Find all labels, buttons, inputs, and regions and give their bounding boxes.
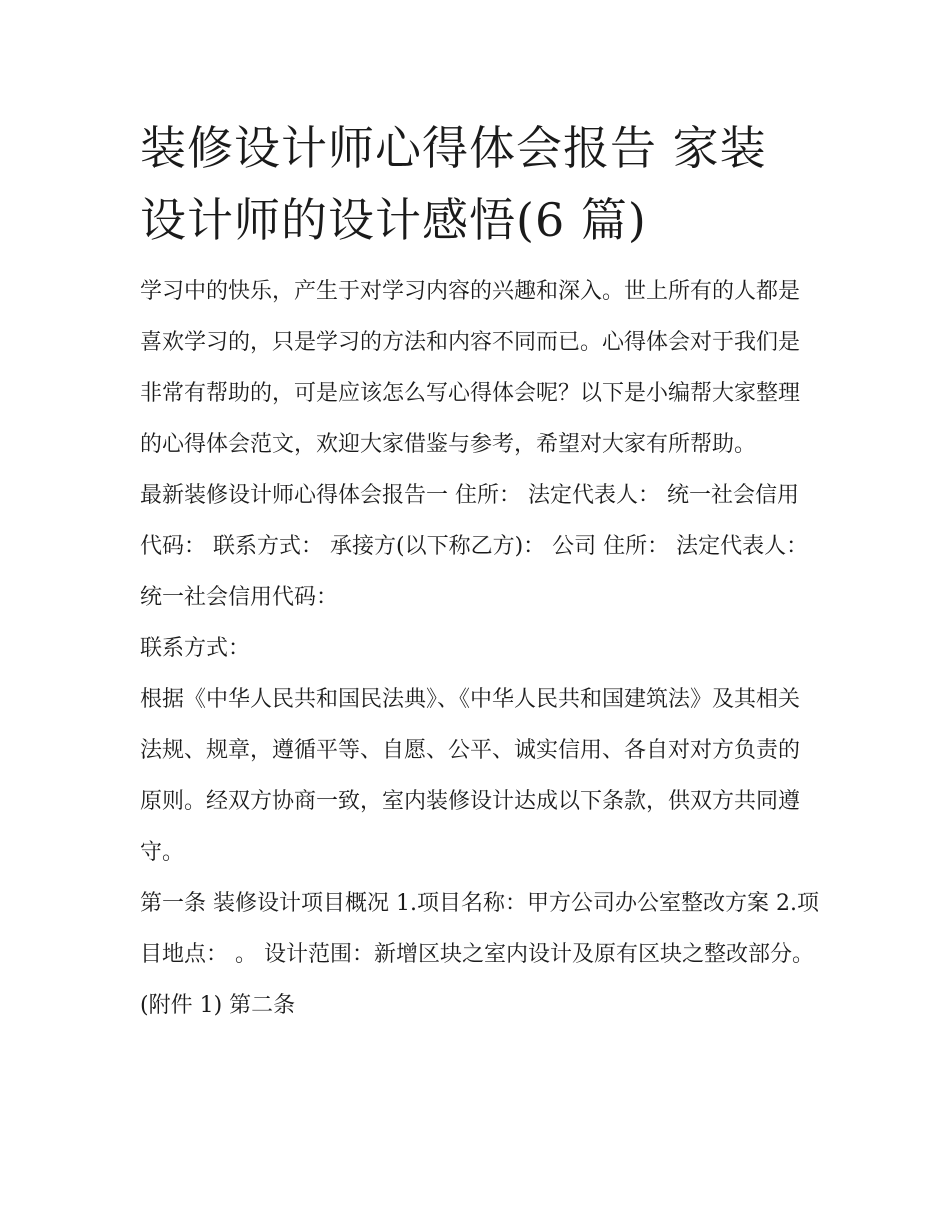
article-one-paragraph: 第一条 装修设计项目概况 1.项目名称：甲方公司办公室整改方案 2.项目地点： 。 设计范围：新增区块之室内设计及原有区块之整改部分。(附件 1) 第二条 bbox=[140, 891, 819, 1018]
document-page bbox=[140, 112, 820, 1031]
document-title bbox=[140, 112, 820, 256]
contact-paragraph: 联系方式： bbox=[140, 636, 251, 661]
title-line-1: 装修设计师心得体会报告 家装 bbox=[140, 121, 767, 175]
contract-parties-paragraph: 最新装修设计师心得体会报告一 住所： 法定代表人： 统一社会信用代码： 联系方式： 承接方(以下称乙方)： 公司 住所： 法定代表人： 统一社会信用代码： bbox=[140, 483, 809, 610]
title-line-2: 设计师的设计感悟(6 篇) bbox=[140, 193, 647, 247]
legal-basis-paragraph: 根据《中华人民共和国民法典》、《中华人民共和国建筑法》及其相关法规、规章，遵循平等、自愿、公平、诚实信用、各自对对方负责的原则。经双方协商一致，室内装修设计达成以下条款，供双方共同遵守。 bbox=[140, 687, 801, 865]
intro-paragraph: 学习中的快乐，产生于对学习内容的兴趣和深入。世上所有的人都是喜欢学习的，只是学习的方法和内容不同而已。心得体会对于我们是非常有帮助的，可是应该怎么写心得体会呢？以下是小编帮大家整理的心得体会范文，欢迎大家借鉴与参考，希望对大家有所帮助。 bbox=[140, 279, 801, 457]
